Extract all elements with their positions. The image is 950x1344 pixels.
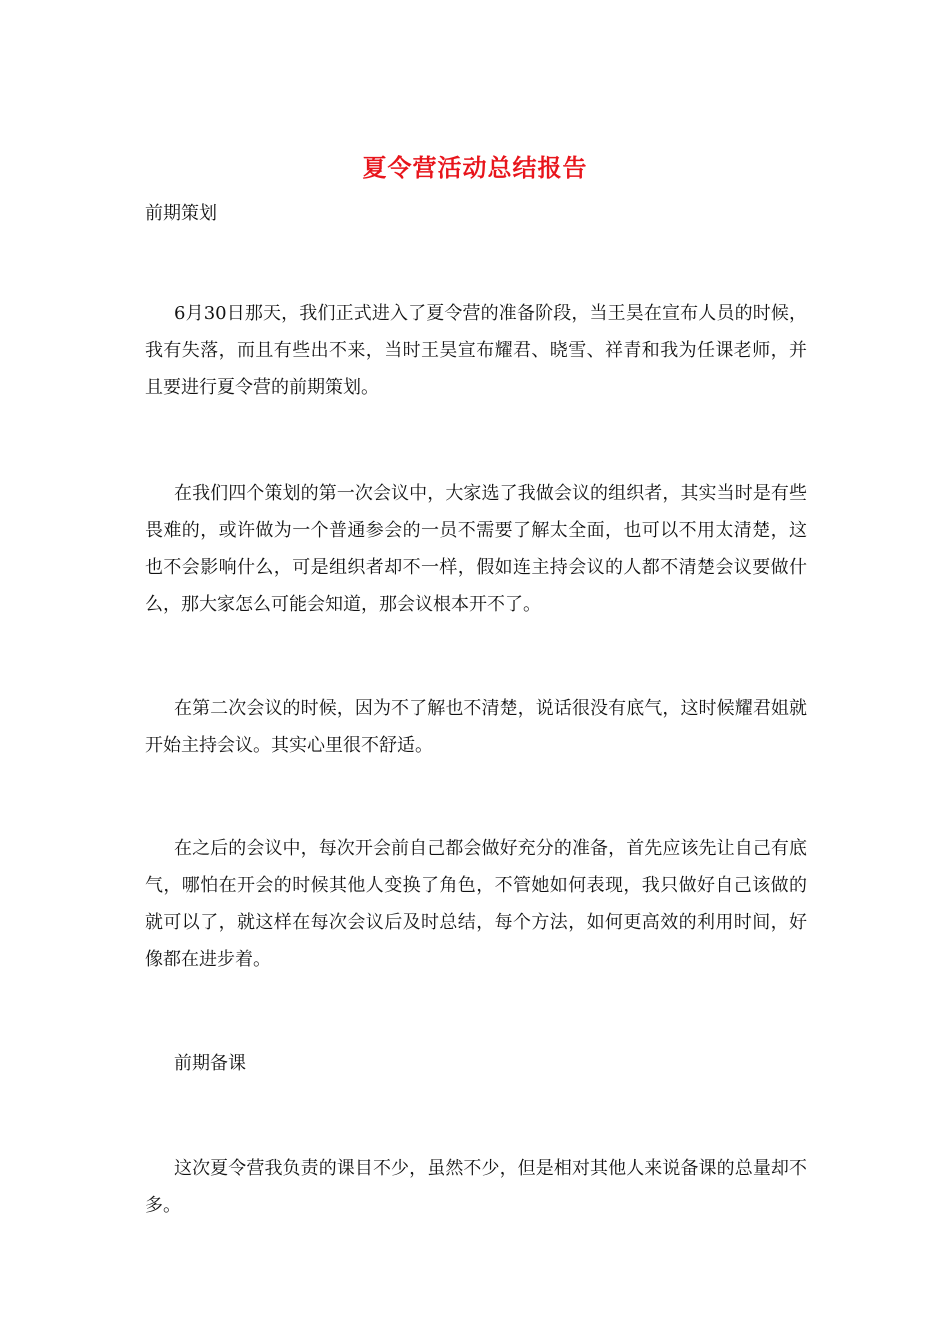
paragraph-4: 在之后的会议中，每次开会前自己都会做好充分的准备，首先应该先让自己有底气，哪怕在开会的时候其他人变换了角色，不管她如何表现，我只做好自己该做的就可以了，就这样在每次会议后及时总结，每个方法，如何更高效的利用时间，好像都在进步着。 xyxy=(145,838,807,970)
paragraph-3: 在第二次会议的时候，因为不了解也不清楚，说话很没有底气，这时候耀君姐就开始主持会议。其实心里很不舒适。 xyxy=(145,698,807,756)
paragraph-5: 这次夏令营我负责的课目不少，虽然不少，但是相对其他人来说备课的总量却不多。 xyxy=(145,1158,807,1216)
section-heading-preparation: 前期备课 xyxy=(174,1053,246,1074)
paragraph-2: 在我们四个策划的第一次会议中，大家选了我做会议的组织者，其实当时是有些畏难的，或许做为一个普通参会的一员不需要了解太全面，也可以不用太清楚，这也不会影响什么，可是组织者却不一样，假如连主持会议的人都不清楚会议要做什么，那大家怎么可能会知道，那会议根本开不了。 xyxy=(145,483,807,615)
document-title: 夏令营活动总结报告 xyxy=(362,153,588,182)
section-heading-planning: 前期策划 xyxy=(145,203,217,224)
paragraph-1: 6月30日那天，我们正式进入了夏令营的准备阶段，当王昊在宣布人员的时候，我有失落，而且有些出不来，当时王昊宣布耀君、晓雪、祥青和我为任课老师，并且要进行夏令营的前期策划。 xyxy=(145,303,807,398)
